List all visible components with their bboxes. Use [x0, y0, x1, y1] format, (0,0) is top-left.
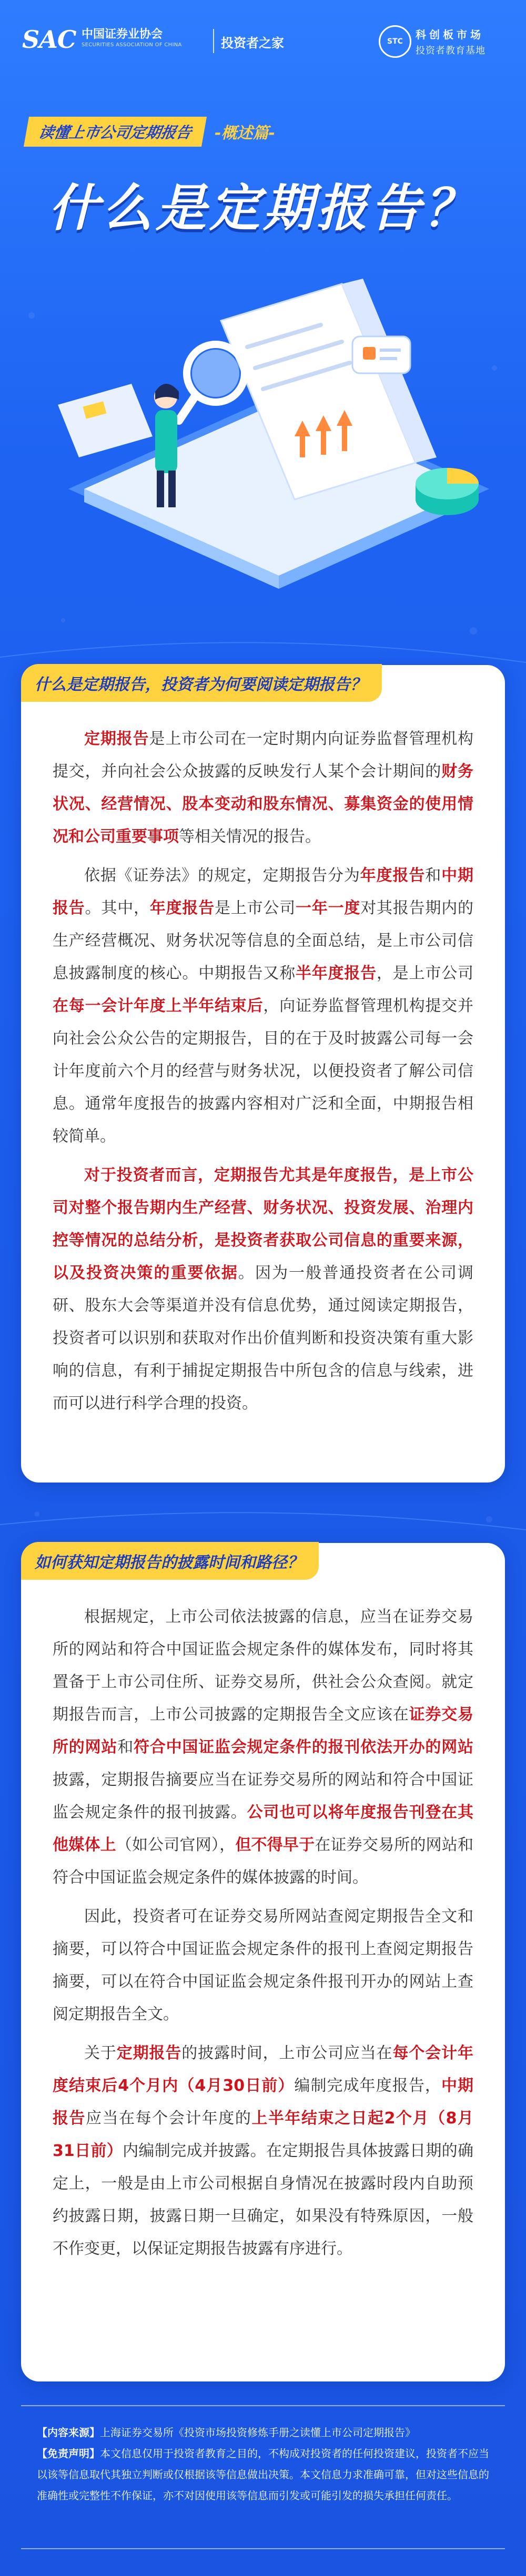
body-text: 应当在每个会计年度的	[86, 2109, 252, 2128]
series-title: 读懂上市公司定期报告	[24, 117, 207, 147]
section-heading-what-is: 什么是定期报告，投资者为何要阅读定期报告？	[21, 664, 382, 702]
highlighted-text: 一年一度	[296, 899, 361, 917]
paragraph	[53, 723, 473, 853]
body-text: 和	[425, 866, 442, 885]
highlighted-text: 但不得早于	[235, 1836, 315, 1854]
body-text: 是上市公司	[215, 899, 296, 917]
body-text: 。其中，	[85, 899, 150, 917]
highlighted-text: 财务状况、经营情况、股本变动和股东情况、募集资金的使用情况和公司重要事项	[53, 762, 474, 846]
highlighted-text: 符合中国证监会规定条件的报刊依法开办的网站	[134, 1738, 474, 1756]
highlighted-text: 年度报告	[360, 866, 426, 885]
highlighted-text: 每个会计年度结束后4个月内（4月30日前）	[53, 2044, 474, 2095]
highlighted-text: 定期报告	[84, 730, 149, 748]
highlighted-text: 证券交易所的网站	[53, 1705, 474, 1756]
star-market-logo-icon: STC	[379, 25, 411, 58]
header-divider	[213, 29, 214, 53]
content-source-label: 【内容来源】	[37, 2426, 100, 2439]
chat-bubble-icon	[352, 336, 410, 373]
highlighted-text: 上半年结束之日起2个月（8月31日前）	[53, 2109, 474, 2160]
body-text: 是上市公司在一定时期内向证券监督管理机构提交，并向社会公众披露的反映发行人某个会计期间的	[53, 730, 474, 781]
body-text: 因此，投资者可在证券交易所网站查阅定期报告全文和摘要，可以符合中国证监会规定条件的报刊上查阅定期报告摘要，可以在符合中国证监会规定条件报刊开办的网站上查阅定期报告全文。	[53, 1907, 473, 2023]
card-icon	[58, 384, 153, 457]
sac-name-cn: 中国证券业协会	[82, 28, 163, 41]
disclaimer	[37, 2443, 489, 2506]
page-title: 什么是定期报告？	[48, 179, 478, 238]
series-subtitle	[26, 116, 275, 147]
sac-name-en: SECURITIES ASSOCIATION OF CHINA	[82, 42, 182, 48]
disclaimer-label: 【免责声明】	[37, 2447, 100, 2460]
section-heading-how-to-find: 如何获知定期报告的披露时间和路径？	[21, 1542, 319, 1580]
body-text: 依据《证券法》的规定，定期报告分为	[84, 866, 360, 885]
highlighted-text: 在每一会计年度上半年结束后	[53, 997, 264, 1015]
pie-chart-icon	[416, 468, 479, 515]
star-market-name: 科创板市场	[416, 28, 484, 41]
highlighted-text: 半年度报告	[296, 964, 377, 983]
highlighted-text: 中期报告	[53, 2077, 474, 2128]
highlighted-text: 定期报告	[116, 2044, 182, 2062]
content-source-text: 上海证券交易所《投资市场投资修炼手册之读懂上市公司定期报告》	[100, 2426, 416, 2439]
paragraph	[53, 1159, 473, 1420]
paragraph	[53, 1601, 473, 1894]
body-text: 关于	[84, 2044, 117, 2062]
body-text: ，向证券监督管理机构提交并向社会公众公告的定期报告，目的在于及时披露公司每一会计年度前六个月的经营与财务状况，以便投资者了解公司信息。通常年度报告的披露内容相对广泛和全面，中期报告相较简单。	[53, 997, 474, 1146]
body-text: 等相关情况的报告。	[179, 827, 321, 846]
content-source	[37, 2422, 489, 2443]
section-card-how-to-find	[21, 1543, 505, 2381]
section-body-how-to-find	[53, 1601, 473, 2272]
body-text: 根据规定，上市公司依法披露的信息，应当在证券交易所的网站和符合中国证监会规定条件的媒体发布，同时将其置备于上市公司住所、证券交易所，供社会公众查阅。就定期报告而言，上市公司披露的定期报告全文应该在	[53, 1608, 473, 1724]
paragraph	[53, 1900, 473, 2031]
footer	[21, 2405, 505, 2549]
body-text: 。因为一般普通投资者在公司调研、股东大会等渠道并没有信息优势，通过阅读定期报告，投资者可以识别和获取对作出价值判断和投资决策有重大影响的信息，有利于捕捉定期报告中所包含的信息与线索，进而可以进行科学合理的投资。	[53, 1264, 474, 1413]
star-market-subtitle: 投资者教育基地	[416, 45, 485, 56]
report-illustration	[47, 263, 510, 599]
highlighted-text: 对于投资者而言，定期报告尤其是年度报告，是上市公司对整个报告期内生产经营、财务状况、投资发展、治理内控等情况的总结分析，是投资者获取公司信息的重要来源，以及投资决策的重要依据	[53, 1166, 473, 1282]
body-text: 编制完成年度报告，	[294, 2077, 441, 2095]
sac-logo: SAC	[22, 25, 76, 54]
body-text: 和	[117, 1738, 134, 1756]
body-text: 在证券交易所的网站和符合中国证监会规定条件的媒体披露的时间。	[53, 1836, 474, 1887]
body-text: 内编制完成并披露。在定期报告具体披露日期的确定上，一般是由上市公司根据自身情况在披露时段内自助预约披露日期，披露日期一旦确定，如果没有特殊原因，一般不作变更，以保证定期报告披露有序进行。	[53, 2142, 474, 2258]
highlighted-text: 年度报告	[149, 899, 215, 917]
highlighted-text: 中期报告	[53, 866, 474, 917]
highlighted-text: 公司也可以将年度报告刊登在其他媒体上	[53, 1803, 474, 1854]
section-title: -概述篇-	[215, 124, 275, 142]
body-text: 披露，定期报告摘要应当在证券交易所的网站和符合中国证监会规定条件的报刊披露。	[53, 1771, 473, 1822]
header	[0, 0, 526, 63]
section-body-what-is	[53, 723, 473, 1426]
section-card-what-is	[21, 665, 505, 1483]
paragraph	[53, 860, 473, 1153]
body-text: （如公司官网），	[116, 1836, 236, 1854]
body-text: 的披露时间，上市公司应当在	[181, 2044, 393, 2062]
footer-text	[37, 2422, 489, 2506]
body-text: ，是上市公司	[377, 964, 474, 983]
investor-home-label: 投资者之家	[221, 36, 284, 50]
paragraph	[53, 2037, 473, 2265]
disclaimer-text: 本文信息仅用于投资者教育之目的，不构成对投资者的任何投资建议，投资者不应当以该等信息取代其独立判断或仅根据该等信息做出决策。本文信息力求准确可靠，但对这些信息的准确性或完整性不作保证，亦不对因使用该等信息而引发或可能引发的损失承担任何责任。	[37, 2447, 489, 2502]
body-text: 对其报告期内的生产经营概况、财务状况等信息的全面总结，是上市公司信息披露制度的核心。中期报告又称	[53, 899, 474, 983]
